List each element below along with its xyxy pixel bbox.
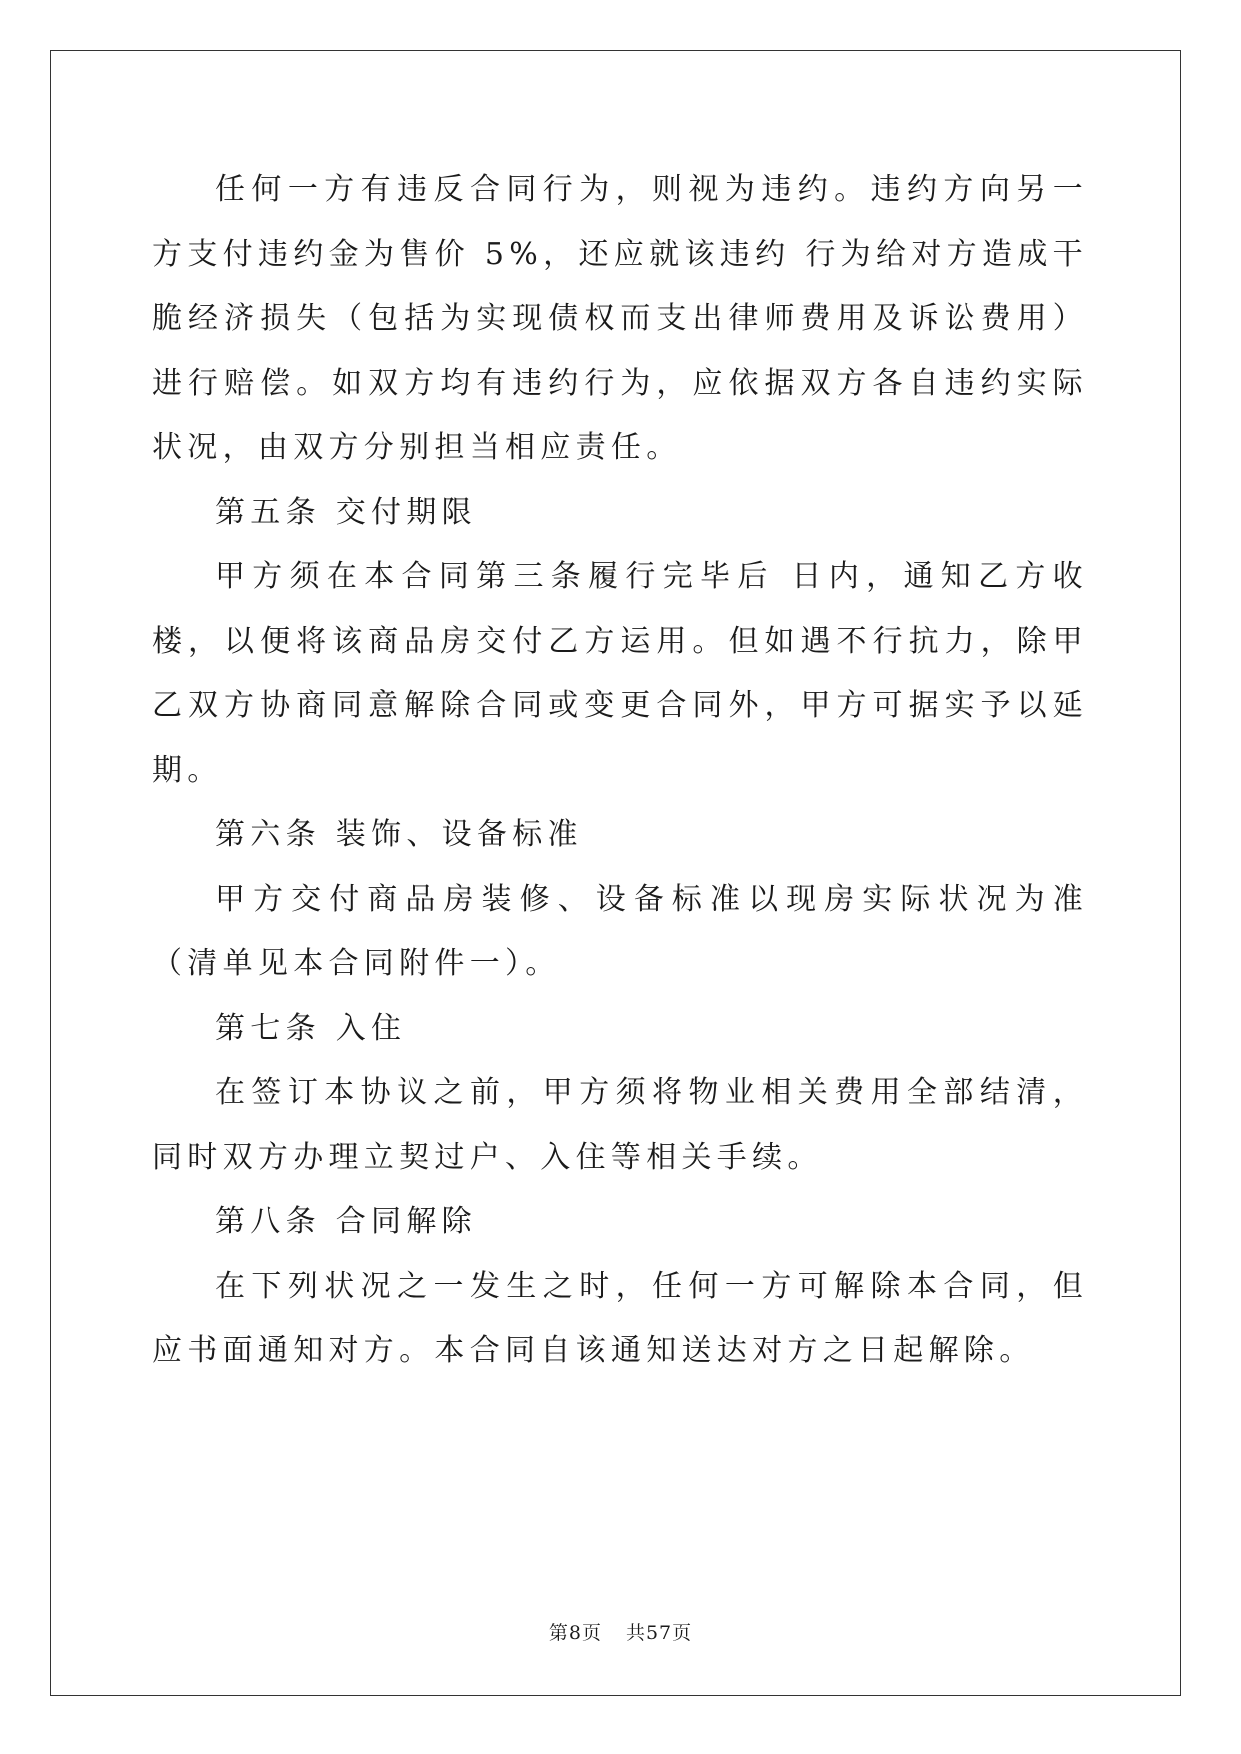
heading-article-6: 第六条 装饰、设备标准: [215, 817, 583, 852]
page-total: 共57页: [625, 1622, 693, 1644]
paragraph-decoration-standard: 甲方交付商品房装修、设备标准以现房实际状况为准（清单见本合同附件一）。: [152, 881, 1088, 981]
paragraph-delivery-term: 甲方须在本合同第三条履行完毕后 日内，通知乙方收楼，以便将该商品房交付乙方运用。但如遇不行抗力，除甲乙双方协商同意解除合同或变更合同外，甲方可据实予以延期。: [152, 559, 1088, 788]
heading-article-8: 第八条 合同解除: [215, 1204, 477, 1239]
document-body: [152, 158, 1088, 1384]
paragraph-breach-liability: 任何一方有违反合同行为，则视为违约。违约方向另一方支付违约金为售价 5%，还应就该违约 行为给对方造成干脆经济损失（包括为实现债权而支出律师费用及诉讼费用）进行赔偿。如双方均有违约行为，应依据双方各自违约实际状况，由双方分别担当相应责任。: [152, 172, 1088, 465]
paragraph-move-in: 在签订本协议之前，甲方须将物业相关费用全部结清，同时双方办理立契过户、入住等相关手续。: [152, 1075, 1088, 1175]
paragraph-termination: 在下列状况之一发生之时，任何一方可解除本合同，但应书面通知对方。本合同自该通知送达对方之日起解除。: [152, 1268, 1088, 1368]
page-number: 第8页: [548, 1622, 602, 1644]
heading-article-5: 第五条 交付期限: [215, 494, 477, 530]
heading-article-7: 第七条 入住: [215, 1010, 407, 1046]
page-footer: [0, 1618, 1241, 1645]
